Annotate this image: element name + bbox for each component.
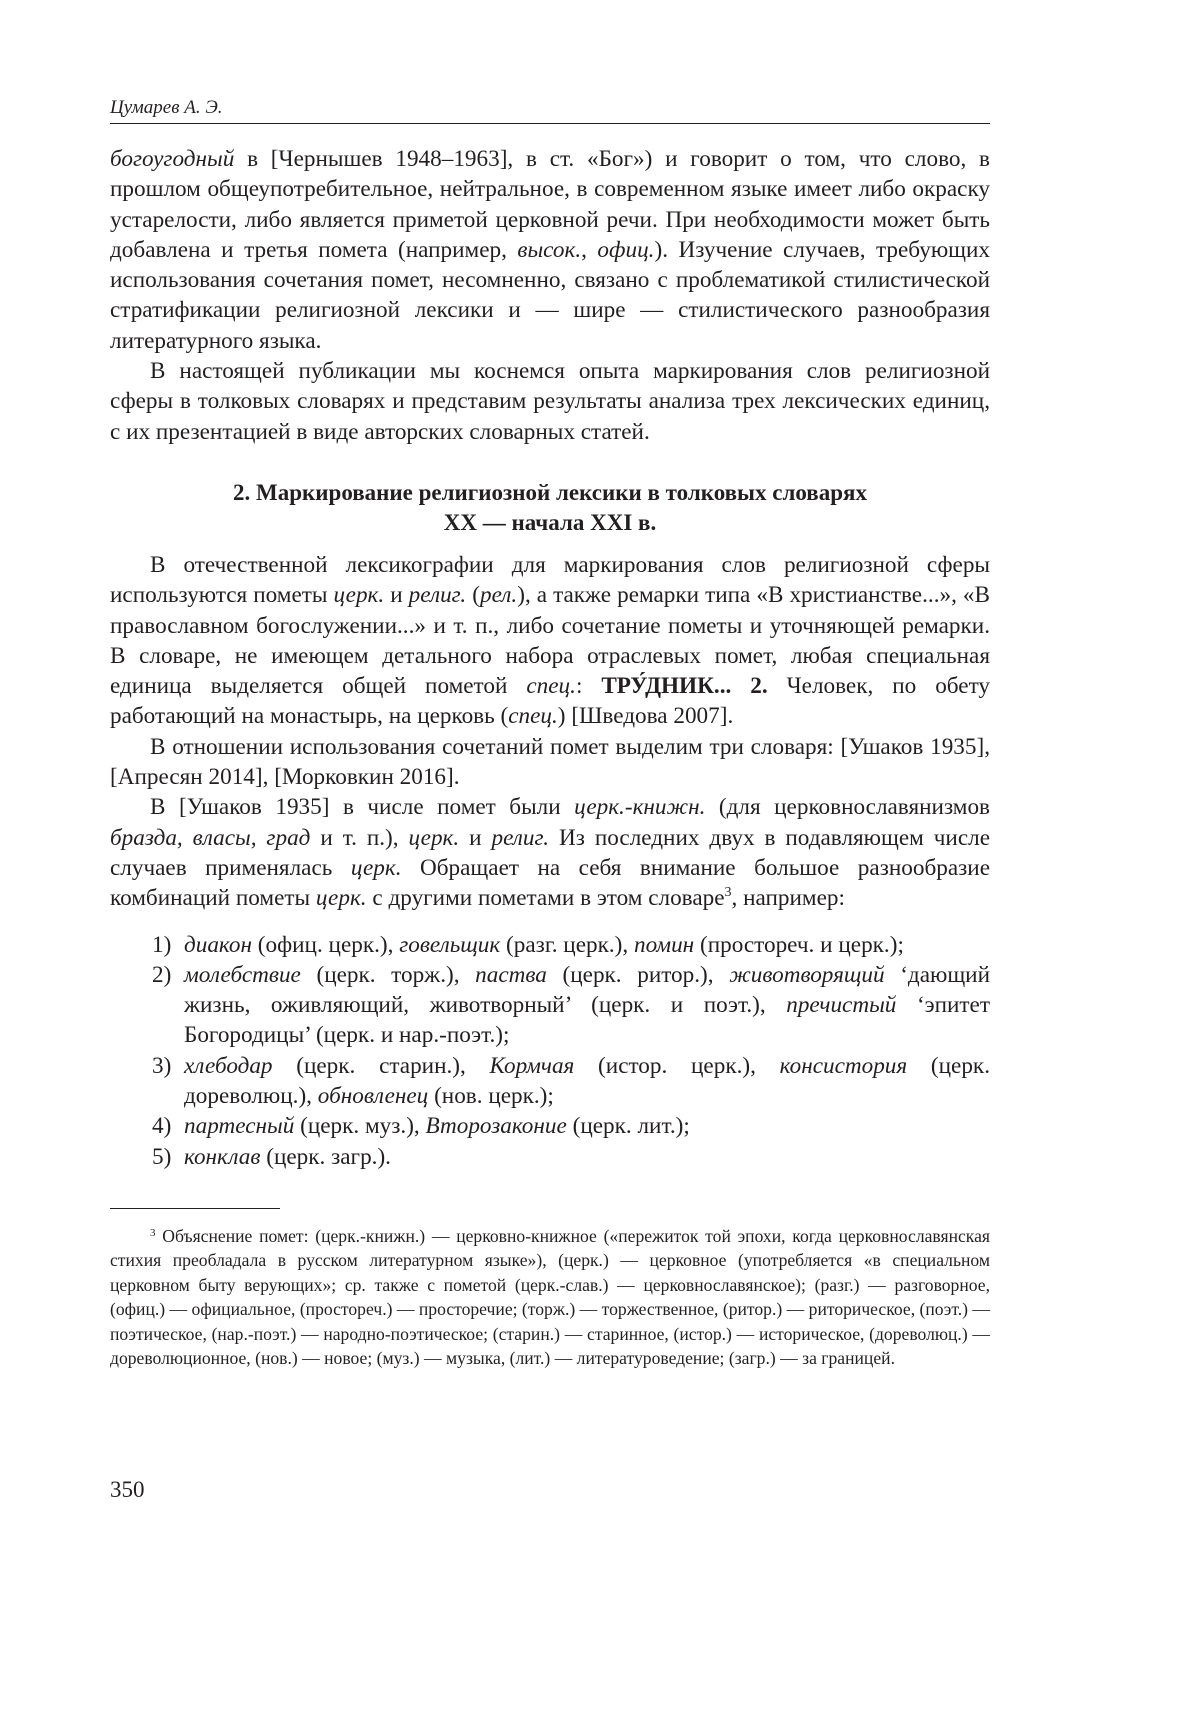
- italic-term: спец.: [526, 673, 576, 700]
- italic-term: офиц.: [597, 236, 655, 263]
- italic-term: церк.: [350, 854, 402, 881]
- italic-term: рел.: [480, 582, 518, 609]
- text-run: (для церковнославянизмов: [705, 794, 990, 821]
- italic-term: спец.: [508, 703, 558, 730]
- list-item: [110, 1111, 990, 1141]
- text-run: (офиц. церк.),: [251, 931, 400, 958]
- italic-term: бразда, власы, град: [110, 824, 311, 851]
- italic-term: молебствие: [184, 961, 301, 988]
- text-run: с другими пометами в этом словаре: [366, 885, 725, 912]
- italic-term: религ.: [491, 824, 550, 851]
- list-item: [110, 1051, 990, 1112]
- italic-term: церк.-книжн.: [574, 794, 706, 821]
- text-run: ‘эпитет Богородицы’ (церк. и нар.-поэт.);: [184, 992, 990, 1049]
- text-run: ‘дающий жизнь, оживляющий, животворный’ (церк. и поэт.),: [184, 961, 990, 1019]
- italic-term: обновленец: [317, 1083, 429, 1110]
- text-run: ). Изучение случаев, требующих использования сочетания помет, несомненно, связано с проблематикой стилистической стратификации религиозной лексики и — шире — стилистического разнообразия литературного языка.: [110, 236, 990, 354]
- italic-term: помин: [633, 931, 695, 958]
- section-heading: [110, 478, 990, 538]
- body-paragraph: [110, 144, 990, 356]
- italic-term: высок.: [517, 236, 582, 263]
- footnote-ref[interactable]: 3: [724, 885, 732, 901]
- text-run: (церк. старин.),: [272, 1052, 490, 1079]
- page-content: [110, 96, 990, 1370]
- text-run: :: [575, 673, 602, 700]
- body-paragraph: [110, 732, 990, 793]
- text-run: (церк. дореволюц.),: [184, 1052, 990, 1110]
- footnote-text: Объяснение помет: (церк.-книжн.) — церковно-книжное («пережиток той эпохи, когда церковнославянская стихия преобладала в русском литературном языке»), (церк.) — церковное (употребляется «в специальном церковном быту верующих»; ср. также с пометой (церк.-слав.) — церковнославянское); (разг.) — разговорное, (офиц.) — официальное, (простореч.) — просторечие; (торж.) — торжественное, (ритор.) — риторическое, (поэт.) — поэтическое, (нар.-поэт.) — народно-поэтическое; (старин.) — старинное, (истор.) — историческое, (дореволюц.) — дореволюционное, (нов.) — новое; (муз.) — музыка, (лит.) — литературоведение; (загр.) — за границей.: [110, 1225, 990, 1368]
- italic-term: церк.: [333, 582, 385, 609]
- list-number: 2): [152, 961, 172, 988]
- italic-term: религ.: [408, 582, 467, 609]
- text-run: Человек, по обету работающий на монастырь, на церковь (: [110, 673, 990, 730]
- list-number: 3): [152, 1052, 172, 1079]
- text-run: (церк. лит.);: [566, 1113, 690, 1140]
- text-run: и т. п.),: [310, 824, 409, 851]
- text-run: (церк. ритор.),: [546, 961, 730, 988]
- body-paragraph: [110, 792, 990, 913]
- text-run: Из последних двух в подавляющем числе случаев применялась: [110, 824, 990, 881]
- text-run: (церк. торж.),: [300, 961, 476, 988]
- text-run: В [Ушаков 1935] в числе помет были: [150, 794, 575, 821]
- list-number: 1): [152, 931, 172, 958]
- footnote-rule: [110, 1208, 280, 1209]
- text-run: (церк. муз.),: [294, 1113, 426, 1140]
- list-number: 4): [152, 1113, 172, 1140]
- footnote: [110, 1221, 990, 1370]
- bold-headword: ТРУ́ДНИК... 2.: [601, 673, 768, 700]
- text-run: и: [459, 824, 492, 851]
- italic-term: пречистый: [786, 992, 897, 1019]
- italic-term: церк.: [408, 824, 460, 851]
- text-run: (: [466, 582, 480, 609]
- italic-term: конклав: [184, 1143, 261, 1170]
- running-head: Цумарев А. Э.: [110, 96, 990, 124]
- text-run: (истор. церк.),: [574, 1052, 780, 1079]
- text-run: в [Чернышев 1948–1963], в ст. «Бог») и говорит о том, что слово, в прошлом общеупотребительное, нейтральное, в современном языке имеет либо окраску устарелости, либо является приметой церковной речи. При необходимости может быть добавлена и третья помета (например,: [110, 146, 990, 263]
- text-run: , например:: [731, 885, 845, 912]
- text-run: (нов. церк.);: [428, 1083, 554, 1110]
- italic-term: животворящий: [729, 961, 885, 988]
- italic-term: консистория: [779, 1052, 908, 1079]
- text-run: и: [384, 582, 409, 609]
- italic-term: церк.: [315, 885, 367, 912]
- italic-term: Кормчая: [489, 1052, 575, 1079]
- text-run: В настоящей публикации мы коснемся опыта маркирования слов религиозной сферы в толковых словарях и представим результаты анализа трех лексических единиц, с их презентацией в виде авторских словарных статей.: [110, 358, 990, 445]
- text-run: ), а также ремарки типа «В христианстве...», «В православном богослужении...» и т. п., либо сочетание пометы и уточняющей ремарки. В словаре, не имеющем детального набора отраслевых помет, любая специальная единица выделяется общей пометой: [110, 582, 990, 700]
- body-paragraph: [110, 356, 990, 447]
- text-run: В отношении использования сочетаний помет выделим три словаря: [Ушаков 1935], [Апресян 2014], [Морковкин 2016].: [110, 733, 990, 791]
- italic-term: партесный: [184, 1113, 295, 1140]
- text-run: ,: [581, 236, 598, 263]
- italic-term: говельщик: [399, 931, 501, 958]
- text-run: (простореч. и церк.);: [694, 931, 904, 958]
- italic-term: диакон: [184, 931, 252, 958]
- list-item: [110, 1142, 990, 1172]
- text-run: (церк. загр.).: [260, 1143, 391, 1170]
- body-paragraph: [110, 550, 990, 732]
- italic-term: богоугодный: [110, 146, 235, 172]
- section-heading-line: XX — начала XXI в.: [443, 509, 657, 535]
- list-item: [110, 960, 990, 1051]
- section-heading-line: 2. Маркирование религиозной лексики в толковых словарях: [233, 479, 867, 505]
- text-run: (разг. церк.),: [500, 931, 634, 958]
- text-run: В отечественной лексикографии для маркирования слов религиозной сферы используются пометы: [110, 551, 990, 609]
- italic-term: хлебодар: [184, 1052, 273, 1079]
- list-item: [110, 930, 990, 960]
- text-run: ) [Шведова 2007].: [557, 703, 734, 730]
- footnote-marker: 3: [150, 1226, 156, 1239]
- example-list: [110, 930, 990, 1172]
- text-run: Обращает на себя внимание большое разнообразие комбинаций пометы: [110, 854, 990, 912]
- page-number: 350: [110, 1477, 145, 1502]
- italic-term: Второзаконие: [425, 1113, 567, 1140]
- italic-term: паства: [475, 961, 547, 988]
- list-number: 5): [152, 1143, 172, 1170]
